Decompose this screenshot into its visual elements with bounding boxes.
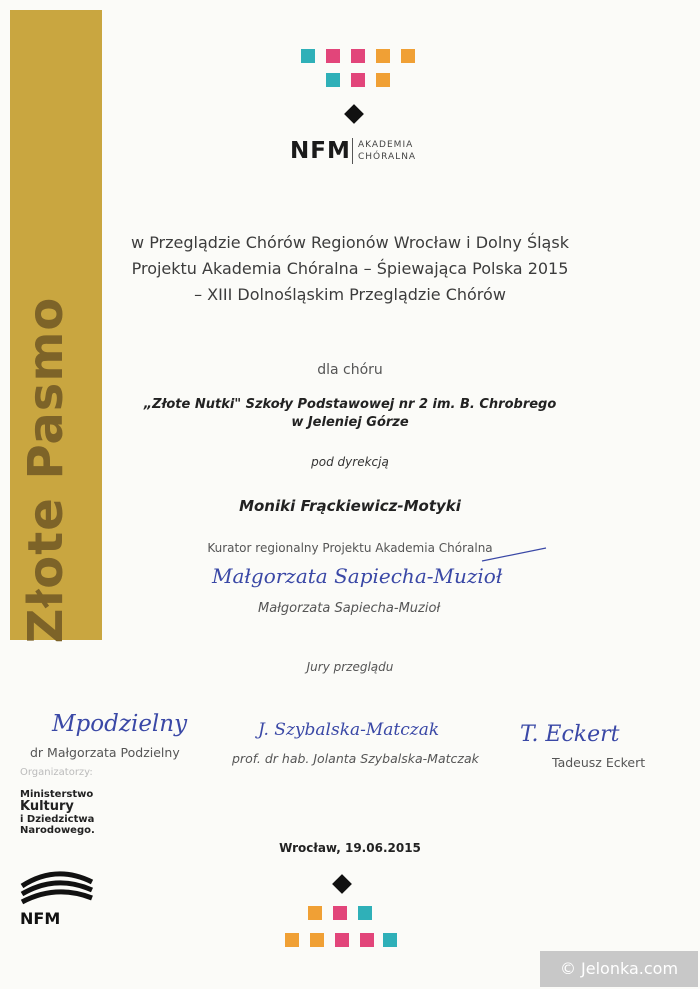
logo-divider xyxy=(352,138,353,164)
pod-dyrekcja: pod dyrekcją xyxy=(311,455,389,469)
logo-square xyxy=(358,906,372,920)
jury-heading: Jury przeglądu xyxy=(306,660,394,674)
logo-square xyxy=(401,49,415,63)
logo-square xyxy=(301,49,315,63)
ministry-line-4: Narodowego. xyxy=(20,825,95,836)
logo-square xyxy=(351,73,365,87)
logo-square xyxy=(360,933,374,947)
logo-square xyxy=(383,933,397,947)
logo-square xyxy=(333,906,347,920)
nfm-building-icon xyxy=(20,860,95,908)
band-title: Złote Pasmo xyxy=(18,296,74,644)
organizers-label: Organizatorzy: xyxy=(20,767,93,778)
diamond-icon xyxy=(332,874,352,894)
judge-1-signature: Mpodzielny xyxy=(52,711,188,737)
judge-3-name: Tadeusz Eckert xyxy=(552,755,646,770)
curator-name: Małgorzata Sapiecha-Muzioł xyxy=(258,601,441,616)
logo-square xyxy=(326,49,340,63)
logo-square xyxy=(376,49,390,63)
text-line-3: – XIII Dolnośląskim Przeglądzie Chórów xyxy=(194,285,506,304)
ministry-logo xyxy=(20,789,95,836)
judge-2-signature: J. Szybalska-Matczak xyxy=(258,720,440,740)
watermark: © Jelonka.com xyxy=(540,951,698,987)
nfm-brand: NFM xyxy=(290,138,351,164)
logo-subtitle-line: CHÓRALNA xyxy=(358,152,417,162)
diamond-icon xyxy=(344,104,364,124)
dla-choru: dla chóru xyxy=(317,362,383,378)
choir-name-line-2: w Jeleniej Górze xyxy=(291,415,409,430)
judge-2-name: prof. dr hab. Jolanta Szybalska-Matczak xyxy=(232,751,479,766)
logo-square xyxy=(376,73,390,87)
place-date: Wrocław, 19.06.2015 xyxy=(279,841,421,855)
curator-title: Kurator regionalny Projektu Akademia Chóralna xyxy=(207,541,493,555)
text-line-1: w Przeglądzie Chórów Regionów Wrocław i Dolny Śląsk xyxy=(131,233,569,252)
text-line-2: Projektu Akademia Chóralna – Śpiewająca Polska 2015 xyxy=(131,259,569,278)
ministry-line-3: i Dziedzictwa xyxy=(20,814,95,825)
logo-square xyxy=(308,906,322,920)
logo-square xyxy=(335,933,349,947)
curator-signature: Małgorzata Sapiecha-Muzioł xyxy=(212,564,503,588)
judge-3-signature: T. Eckert xyxy=(520,722,620,747)
choir-name-line-1: „Złote Nutki" Szkoły Podstawowej nr 2 im. B. Chrobrego xyxy=(143,397,557,412)
ministry-line-1: Ministerstwo xyxy=(20,789,94,800)
logo-subtitle xyxy=(358,139,416,163)
director-name: Moniki Frąckiewicz-Motyki xyxy=(239,497,461,515)
logo-square xyxy=(285,933,299,947)
logo-subtitle-line: AKADEMIA xyxy=(358,140,414,150)
logo-square xyxy=(326,73,340,87)
nfm-bottom-brand: NFM xyxy=(20,909,61,928)
judge-1-name: dr Małgorzata Podzielny xyxy=(30,745,180,760)
logo-square xyxy=(310,933,324,947)
ministry-line-2: Kultury xyxy=(20,799,74,814)
signature-stroke xyxy=(480,545,550,565)
logo-square xyxy=(351,49,365,63)
